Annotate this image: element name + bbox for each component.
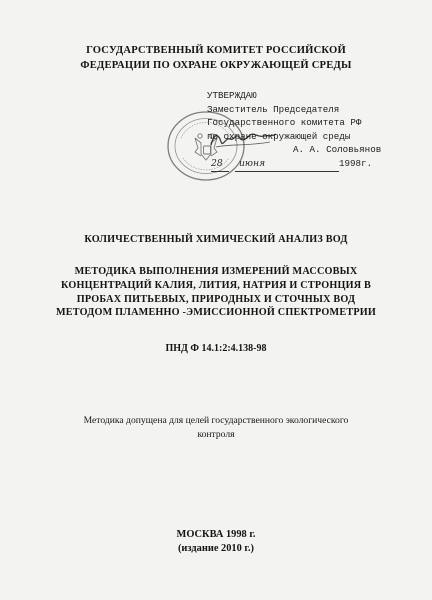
approval-position-2: Государственного комитета РФ bbox=[207, 117, 362, 129]
approval-day: 28 bbox=[211, 157, 229, 172]
note-line-2: контроля bbox=[197, 428, 235, 440]
approval-year-suffix: г. bbox=[361, 157, 373, 169]
agency-header bbox=[0, 43, 432, 73]
note-line-1: Методика допущена для целей государственного экологического bbox=[83, 415, 349, 426]
handwritten-signature-icon bbox=[208, 128, 278, 150]
signer-name: А. А. Соловьянов bbox=[293, 144, 382, 156]
approval-year: 1998 bbox=[339, 157, 362, 169]
approval-position-1: Заместитель Председателя bbox=[207, 103, 340, 115]
document-title: КОЛИЧЕСТВЕННЫЙ ХИМИЧЕСКИЙ АНАЛИЗ ВОД bbox=[84, 234, 348, 245]
document-code: ПНД Ф 14.1:2:4.138-98 bbox=[165, 343, 267, 354]
method-line-1: МЕТОДИКА ВЫПОЛНЕНИЯ ИЗМЕРЕНИЙ МАССОВЫХ bbox=[74, 266, 358, 277]
approval-month: июня bbox=[235, 157, 339, 172]
edition-note: (издание 2010 г.) bbox=[177, 543, 255, 554]
method-line-3: ПРОБАХ ПИТЬЕВЫХ, ПРИРОДНЫХ И СТОЧНЫХ ВОД bbox=[76, 293, 356, 305]
method-line-2: КОНЦЕНТРАЦИЙ КАЛИЯ, ЛИТИЯ, НАТРИЯ И СТРОНЦИЯ В bbox=[60, 279, 372, 291]
approval-label: УТВЕРЖДАЮ bbox=[207, 90, 257, 101]
approval-date bbox=[207, 157, 427, 172]
approval-note bbox=[50, 414, 382, 441]
method-title bbox=[30, 265, 402, 320]
publication-place-year: МОСКВА 1998 г. bbox=[176, 529, 256, 540]
method-line-4: МЕТОДОМ ПЛАМЕННО -ЭМИССИОННОЙ СПЕКТРОМЕТРИИ bbox=[55, 307, 377, 319]
agency-line-2: ФЕДЕРАЦИИ ПО ОХРАНЕ ОКРУЖАЮЩЕЙ СРЕДЫ bbox=[80, 60, 352, 71]
approval-position-3: по охране окружающей среды bbox=[207, 130, 351, 142]
agency-line-1: ГОСУДАРСТВЕННЫЙ КОМИТЕТ РОССИЙСКОЙ bbox=[86, 45, 346, 56]
